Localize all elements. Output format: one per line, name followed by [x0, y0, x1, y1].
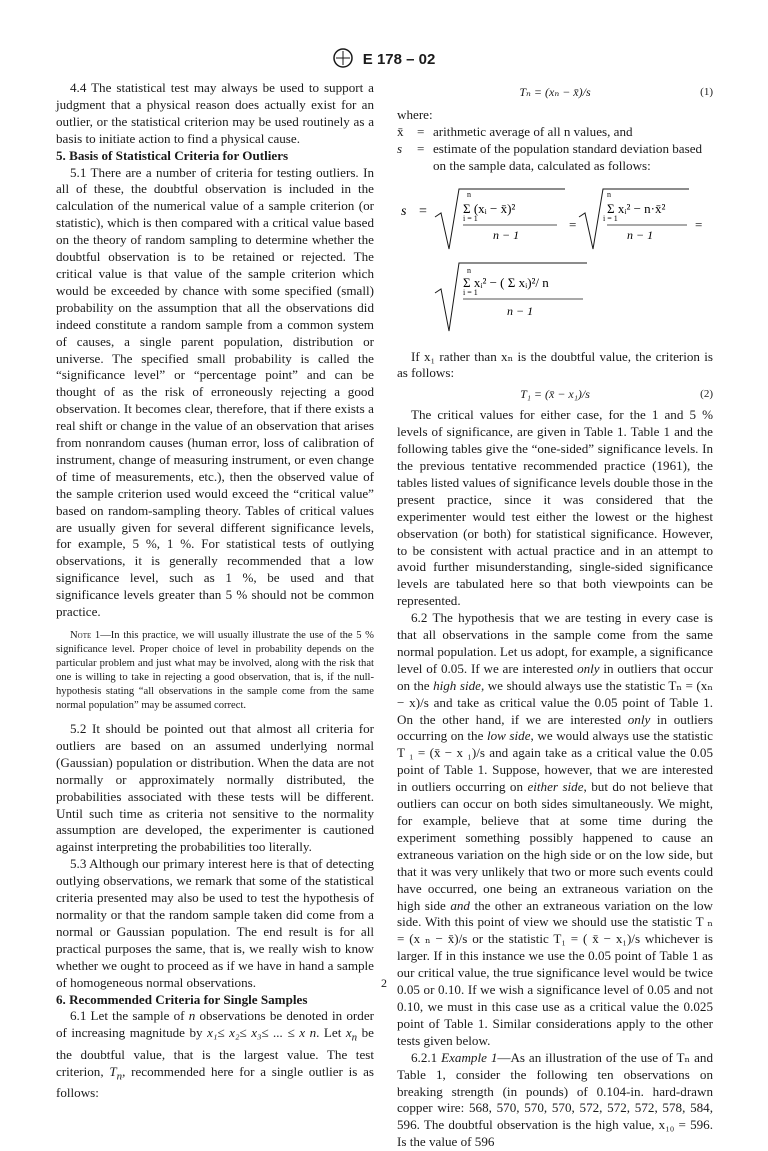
svg-text:i = 1: i = 1: [603, 213, 618, 223]
def-xbar-text: arithmetic average of all n values, and: [433, 123, 633, 139]
paragraph-if-x1: If x₁ rather than xₙ is the doubtful value, the criterion is as follows:: [397, 348, 713, 381]
def-s-text: estimate of the population standard deviation based on the sample data, calculated as follows:: [433, 140, 703, 173]
svg-text:=: =: [695, 216, 703, 232]
equation-2: T₁ = (x̄ − x₁)/s (2): [520, 387, 713, 402]
page-number: 2: [381, 976, 387, 990]
equation-1-number: (1): [700, 86, 713, 98]
paragraph-critical-values: The critical values for either case, for the 1 and 5 % levels of significance, are given in Table 1. Table 1 and the following tables give the “one-sided” significance levels. In the previous tentative recommended practice (1961), the tables listed values of significance levels double those in the present practice, since it was considered that the experimenter would test either the lowest or the highest observation (or both) for statistical significance. However, to be consistent with actual practice and in an attempt to avoid further misunderstanding, single-sided significance levels are tabulated here so that both viewpoints can be represented.: [397, 407, 713, 609]
std-dev-formula: [397, 185, 713, 335]
def-s-symbol: s: [397, 140, 403, 156]
where-label: where:: [397, 106, 433, 122]
formula-2-denominator: n − 1: [627, 227, 654, 242]
paragraph-4-4: 4.4 The statistical test may always be used to support a judgment that a physical reason does actually exist for an outlier, or the statistical criterion may be used routinely as a basis to initiate action to find a physical cause.: [56, 80, 374, 146]
note-text: —In this practice, we will usually illustrate the use of the 5 % significance level. Proper choice of level in probability depends on the particular problem and just what may be involved, along with the risk that one is willing to take in rejecting a good observation, that is, if the null-hypothesis stating “all observations in the sample come from the same normal population” may be assumed correct.: [56, 630, 374, 711]
svg-text:n: n: [467, 189, 471, 199]
definitions: x̄ = arithmetic average of all n values, and s = estimate of the population standard deviation based on the sample data, calculated as follows:: [397, 124, 713, 175]
paragraph-6-2-1: 6.2.1 Example 1—As an illustration of the use of Tₙ and Table 1, consider the following ten observations on breaking strength (in pounds) of 0.104-in. hard-drawn copper wire: 568, 570, 570, 570, 572, 572, 572, 578, 584, 596. The doubtful observation is the high value, x₁₀ = 596. Is the value of 596: [397, 1049, 713, 1150]
formula-1-denominator: n − 1: [493, 227, 520, 242]
svg-text:n: n: [467, 265, 471, 275]
section-6-heading: 6. Recommended Criteria for Single Samples: [56, 991, 308, 1007]
paragraph-6-2: 6.2 The hypothesis that we are testing in every case is that all observations in the sample come from the same normal population. Let us adopt, for example, a significance level of 0.05. If we are interested only in outliers that occur on the high side, we should always use the statistic Tₙ = (xₙ − x)/s and take as critical value the 0.05 point of Table 1. On the other hand, if we are interested only in outliers occurring on the low side, we would always use the statistic T ₁ = (x̄ − x ₁)/s and again take as a critical value the 0.05 point of Table 1. Suppose, however, that we are interested in outliers occurring on either side, but do not believe that outliers can occur on both sides simultaneously. We might, for example, believe that at some time during the experiment something possibly happened to cause an extraneous variation on the high side or on the low side, but that it was very unlikely that two or more such events could have occurred, one being an extraneous variation on the high side and the other an extraneous variation on the low side. With this point of view we should use the statistic T ₙ = (x ₙ − x̄)/s or the statistic T₁ = ( x̄ − x₁)/s whichever is larger. If in this instance we use the 0.05 point of Table 1 as our critical value, the true significance level would be twice 0.05 or 0.10. If we wish a significance level of 0.05 and not 0.10, we must in this case use as a critical value the 0.025 point of Table 1. Similar considerations apply to the other tests given below.: [397, 610, 714, 1048]
section-5-heading: 5. Basis of Statistical Criteria for Outliers: [56, 147, 289, 163]
paragraph-5-3: 5.3 Although our primary interest here is that of detecting outlying observations, we remark that some of the statistical criteria presented may also be used to test the hypothesis of normality or that the random sample taken did come from a normal or Gaussian population. The end result is for all practical purposes the same, that is, we really wish to know whether we ought to proceed as if we have in hand a sample of homogeneous normal observations.: [56, 856, 374, 990]
svg-text:=: =: [419, 203, 427, 219]
def-xbar-symbol: x̄: [397, 123, 404, 139]
formula-3-numerator: Σ xᵢ² − ( Σ xᵢ)²/ n: [463, 274, 549, 290]
svg-text:n: n: [607, 189, 611, 199]
note-label: Note 1: [70, 630, 101, 641]
equation-2-number: (2): [700, 388, 713, 401]
formula-s-label: s: [401, 203, 407, 219]
paragraph-6-1: 6.1 Let the sample of n observations be denoted in order of increasing magnitude by x₁≤ x₂≤ x₃≤ ... ≤ x n. Let $x_n$ be the doubtful value, that is the largest value. The test criterion, $T_n$, recommended here for a single outlier is as follows:: [56, 1008, 374, 1101]
astm-logo-icon: [333, 48, 353, 72]
svg-text:i = 1: i = 1: [463, 213, 478, 223]
designation: E 178 – 02: [362, 50, 436, 68]
formula-2-numerator: Σ xᵢ² − n·x̄²: [607, 200, 666, 216]
note-1: [56, 629, 374, 713]
svg-text:=: =: [569, 216, 577, 232]
left-column: [56, 80, 374, 1102]
page-header: [0, 48, 768, 72]
paragraph-5-2: 5.2 It should be pointed out that almost all criteria for outliers are based on an assumed underlying normal (Gaussian) population or distribution. When the data are not normally or approximately normally distributed, the probabilities associated with these tests will be different. Until such time as criteria not sensitive to the normality assumption are developed, the experimenter is cautioned against interpreting the probabilities too literally.: [56, 721, 374, 855]
equation-1: Tₙ = (xₙ − x̄)/s (1): [519, 85, 713, 99]
formula-3-denominator: n − 1: [507, 303, 534, 318]
paragraph-5-1: 5.1 There are a number of criteria for testing outliers. In all of these, the doubtful observation is included in the calculation of the numerical value of a sample criterion (or statistic), which is then compared with a critical value based on the theory of random sampling to determine whether the doubtful observation is to be retained or rejected. The critical value is that value of the sample criterion which would be exceeded by chance with some specified (small) probability on the assumption that all the observations did indeed constitute a random sample from a common system of causes, a single parent population, distribution or universe. The specified small probability is called the “significance level” or “percentage point” and can be thought of as the risk of erroneously rejecting a good observation. It becomes clear, therefore, that if there exists a real shift or change in the value of an observation that arises from nonrandom causes (human error, loss of calibration of instrument, change of measuring instrument, or even change of time of measurements, etc.), then the observed value of the sample criterion used would exceed the “critical value” based on random-sampling theory. Tables of critical values are usually given for several different significance levels, for example, 5 %, 1 %. For statistical tests of outlying observations, it is generally recommended that a low significance level, such as 1 %, be used and that significance levels greater than 5 % should not be common practice.: [56, 164, 374, 620]
formula-1-numerator: Σ (xᵢ − x̄)²: [463, 200, 516, 216]
svg-text:i = 1: i = 1: [463, 287, 478, 297]
